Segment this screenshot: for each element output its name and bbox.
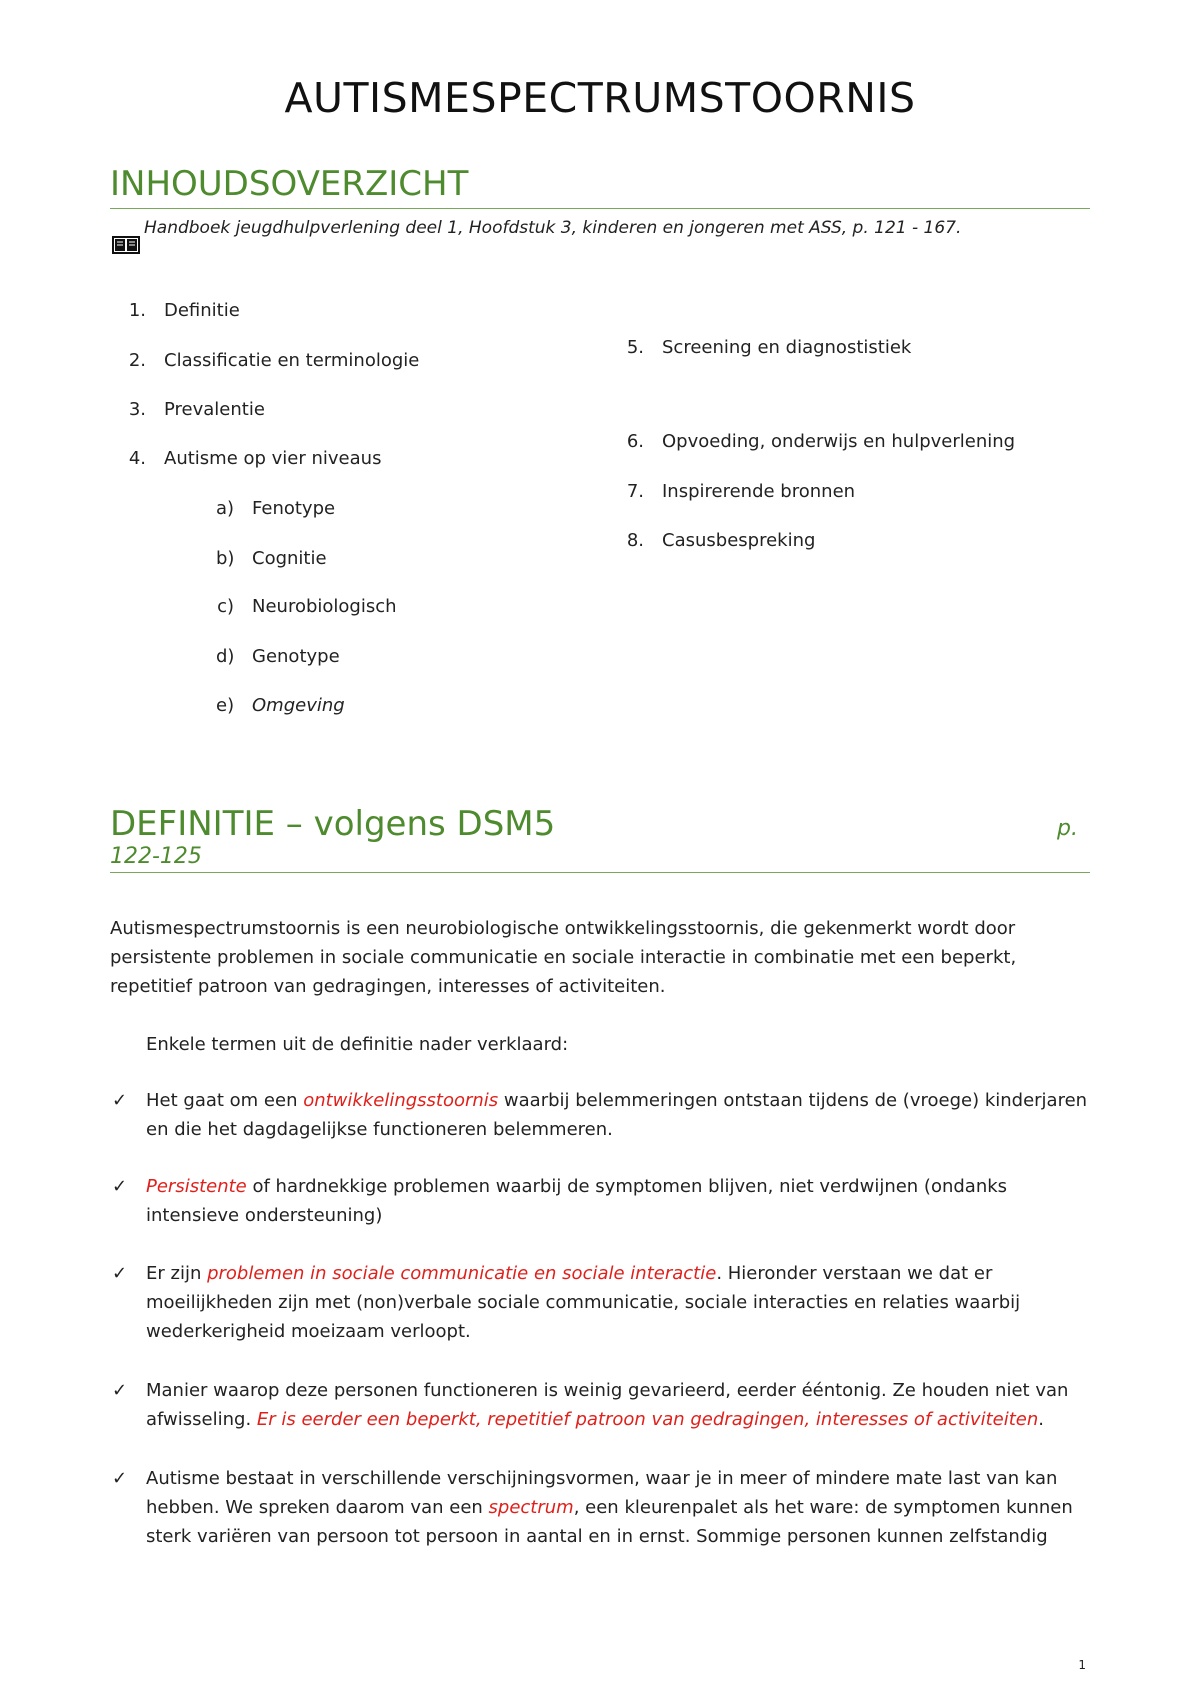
book-icon bbox=[112, 236, 140, 254]
toc-item[interactable]: 2. Classificatie en terminologie bbox=[128, 350, 420, 371]
list-item: ✓ Er zijn problemen in sociale communicatie en sociale interactie. Hieronder verstaan we dat er moeilijkheden zijn met (non)verbale sociale communicatie, sociale interacties en relaties waarbij wederkerigheid moeizaam verloopt. bbox=[112, 1259, 1102, 1346]
toc-item[interactable]: 5. Screening en diagnostistiek bbox=[626, 337, 912, 358]
toc-subitem[interactable]: c) Neurobiologisch bbox=[217, 596, 397, 617]
toc-subitem[interactable]: a) Fenotype bbox=[216, 498, 336, 519]
toc-item[interactable]: 7. Inspirerende bronnen bbox=[626, 481, 856, 502]
list-item: ✓ Het gaat om een ontwikkelingsstoornis waarbij belemmeringen ontstaan tijdens de (vroege) kinderjaren en die het dagdagelijkse functioneren belemmeren. bbox=[112, 1086, 1102, 1144]
definition-heading-text: DEFINITIE – volgens DSM5 bbox=[110, 804, 556, 844]
definition-heading bbox=[110, 804, 1090, 873]
page-ref-prefix: p. bbox=[1057, 816, 1078, 841]
reference-line bbox=[112, 218, 961, 254]
toc-item[interactable]: 6. Opvoeding, onderwijs en hulpverlening bbox=[626, 431, 1016, 452]
check-icon: ✓ bbox=[112, 1090, 128, 1111]
toc-subitem[interactable]: e) Omgeving bbox=[216, 695, 345, 716]
toc-subitem[interactable]: b) Cognitie bbox=[216, 548, 327, 569]
check-icon: ✓ bbox=[112, 1263, 128, 1284]
page-number: 1 bbox=[1078, 1658, 1086, 1672]
reference-text: Handboek jeugdhulpverlening deel 1, Hoofdstuk 3, kinderen en jongeren met ASS, p. 121 - 167. bbox=[144, 218, 962, 238]
list-item: ✓ Autisme bestaat in verschillende verschijningsvormen, waar je in meer of mindere mate last van kan hebben. We spreken daarom van een spectrum, een kleurenpalet als het ware: de symptomen kunnen sterk variëren van persoon tot persoon in aantal en in ernst. Sommige personen kunnen zelfstandig bbox=[112, 1464, 1102, 1551]
check-icon: ✓ bbox=[112, 1468, 128, 1489]
definition-paragraph: Autismespectrumstoornis is een neurobiologische ontwikkelingsstoornis, die gekenmerkt wordt door persistente problemen in sociale communicatie en sociale interactie in combinatie met een beperkt, repetitief patroon van gedragingen, interesses of activiteiten. bbox=[110, 918, 1017, 997]
definition-lead: Enkele termen uit de definitie nader verklaard: bbox=[146, 1034, 569, 1055]
page-ref-range: 122-125 bbox=[110, 844, 202, 869]
toc-subitem[interactable]: d) Genotype bbox=[216, 646, 340, 667]
list-item: ✓ Persistente of hardnekkige problemen waarbij de symptomen blijven, niet verdwijnen (ondanks intensieve ondersteuning) bbox=[112, 1172, 1102, 1230]
check-icon: ✓ bbox=[112, 1380, 128, 1401]
toc-item[interactable]: 3. Prevalentie bbox=[128, 399, 265, 420]
toc-item[interactable]: 4. Autisme op vier niveaus bbox=[128, 448, 382, 469]
check-icon: ✓ bbox=[112, 1176, 128, 1197]
list-item: ✓ Manier waarop deze personen functioneren is weinig gevarieerd, eerder ééntonig. Ze houden niet van afwisseling. Er is eerder een beperkt, repetitief patroon van gedragingen, interesses of activiteiten. bbox=[112, 1376, 1102, 1434]
toc-heading: INHOUDSOVERZICHT bbox=[110, 164, 1090, 209]
toc-item[interactable]: 8. Casusbespreking bbox=[626, 530, 816, 551]
document-title: AUTISMESPECTRUMSTOORNIS bbox=[284, 74, 916, 122]
toc-item[interactable]: 1. Definitie bbox=[128, 300, 240, 321]
